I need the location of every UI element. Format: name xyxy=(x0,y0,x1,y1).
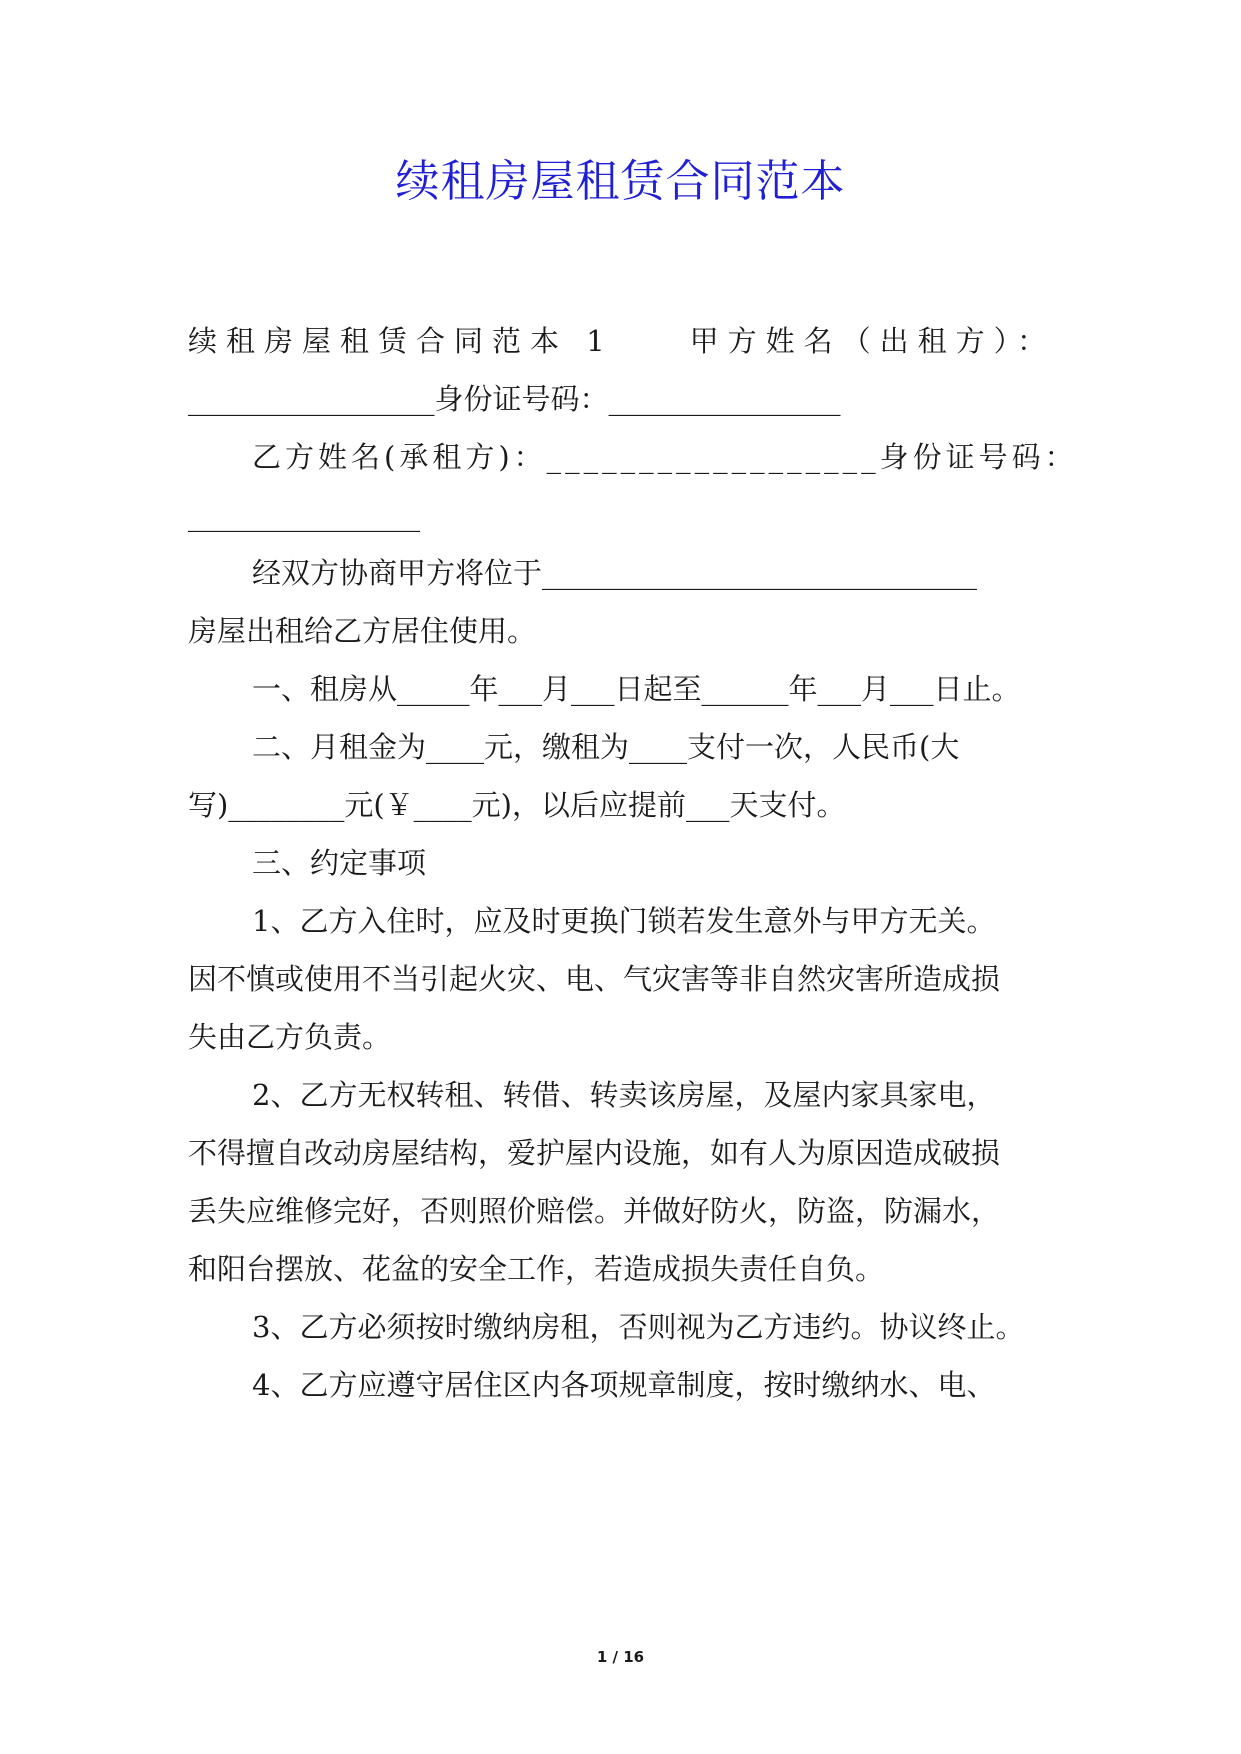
paragraph-line: 因不慎或使用不当引起火灾、电、气灾害等非自然灾害所造成损 xyxy=(188,962,1001,996)
paragraph-line: 经双方协商甲方将位于______________________________ xyxy=(252,556,978,590)
section-heading: 三、约定事项 xyxy=(252,846,427,880)
paragraph-line: 写)________元(￥____元)，以后应提前___天支付。 xyxy=(188,788,846,822)
paragraph-line: 1、乙方入住时，应及时更换门锁若发生意外与甲方无关。 xyxy=(252,904,996,938)
page-number: 1 / 16 xyxy=(596,1648,645,1666)
paragraph-line: 4、乙方应遵守居住区内各项规章制度，按时缴纳水、电、 xyxy=(252,1368,996,1402)
paragraph-line: ________________ xyxy=(188,498,420,532)
document-title: 续租房屋租赁合同范本 xyxy=(395,156,846,207)
paragraph-line: 丢失应维修完好，否则照价赔偿。并做好防火，防盗，防漏水， xyxy=(188,1194,1001,1228)
paragraph-line: 2、乙方无权转租、转借、转卖该房屋，及屋内家具家电， xyxy=(252,1078,996,1112)
paragraph-line: 3、乙方必须按时缴纳房租，否则视为乙方违约。协议终止。 xyxy=(252,1310,1025,1344)
paragraph-line: 续租房屋租赁合同范本 1 甲方姓名（出租方）： xyxy=(188,324,1056,358)
paragraph-line: 乙方姓名(承租方)：__________________身份证号码： xyxy=(252,440,1078,474)
paragraph-line: 二、月租金为____元，缴租为____支付一次，人民币(大 xyxy=(252,730,960,764)
paragraph-line: 和阳台摆放、花盆的安全工作，若造成损失责任自负。 xyxy=(188,1252,885,1286)
paragraph-line: 失由乙方负责。 xyxy=(188,1020,392,1054)
paragraph-line: 一、租房从_____年___月___日起至______年___月___日止。 xyxy=(252,672,1021,706)
paragraph-line: _________________身份证号码：________________ xyxy=(188,382,841,416)
paragraph-line: 房屋出租给乙方居住使用。 xyxy=(188,614,537,648)
paragraph-line: 不得擅自改动房屋结构，爱护屋内设施，如有人为原因造成破损 xyxy=(188,1136,1001,1170)
